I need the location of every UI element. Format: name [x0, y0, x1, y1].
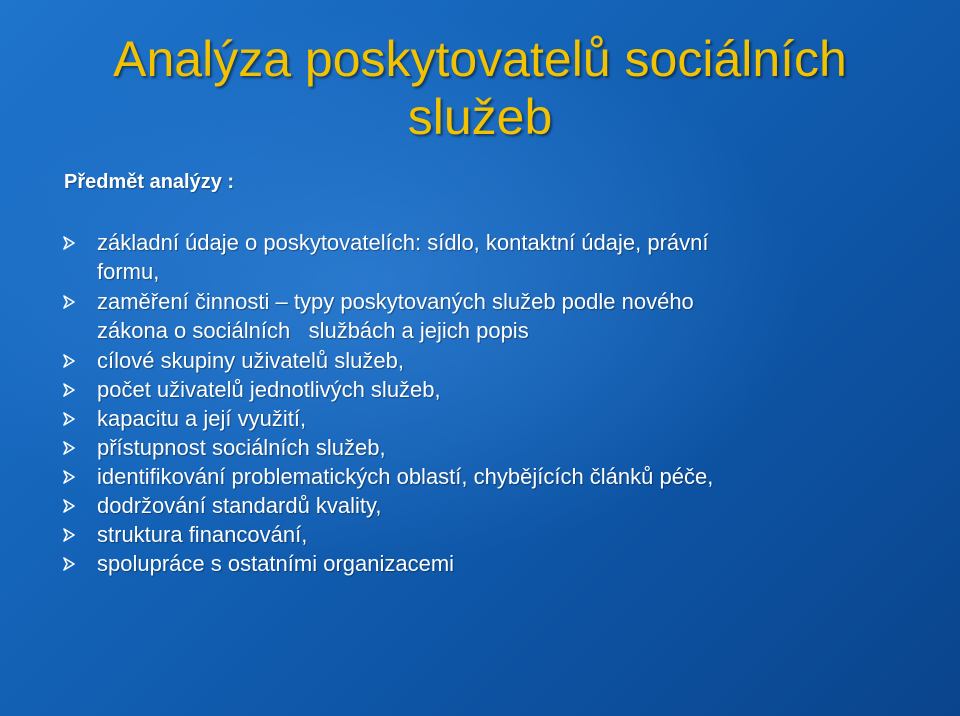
list-item: [62, 520, 922, 549]
arrow-bullet-icon: [62, 528, 76, 542]
arrow-bullet-icon: [62, 470, 76, 484]
arrow-bullet-icon: [62, 383, 76, 397]
bullet-list: [62, 228, 922, 578]
list-item-text: přístupnost sociálních služeb,: [97, 435, 386, 460]
slide-title-line-1: Analýza poskytovatelů sociálních: [113, 31, 847, 87]
list-item: [62, 346, 922, 375]
list-item-text: spolupráce s ostatními organizacemi: [97, 551, 455, 576]
list-item-line-1: zaměření činnosti – typy poskytovaných služeb podle nového: [97, 289, 694, 314]
list-item-text: struktura financování,: [97, 522, 308, 547]
list-item-text: identifikování problematických oblastí, chybějících článků péče,: [97, 464, 714, 489]
list-item-line-2: formu,: [97, 259, 160, 284]
arrow-bullet-icon: [62, 412, 76, 426]
arrow-bullet-icon: [62, 354, 76, 368]
arrow-bullet-icon: [62, 441, 76, 455]
list-item: [62, 228, 922, 286]
list-item: [62, 491, 922, 520]
arrow-bullet-icon: [62, 557, 76, 571]
list-item: [62, 404, 922, 433]
list-item: [62, 287, 922, 345]
list-item: [62, 375, 922, 404]
list-item-text: kapacitu a její využití,: [97, 406, 307, 431]
list-item: [62, 549, 922, 578]
arrow-bullet-icon: [62, 295, 76, 309]
list-item: [62, 462, 922, 491]
arrow-bullet-icon: [62, 236, 76, 250]
arrow-bullet-icon: [62, 499, 76, 513]
list-item-line-1: základní údaje o poskytovatelích: sídlo, kontaktní údaje, právní: [97, 230, 709, 255]
slide-title-line-2: služeb: [407, 89, 553, 145]
list-item: [62, 433, 922, 462]
slide-title: [0, 30, 960, 146]
list-item-text: dodržování standardů kvality,: [97, 493, 382, 518]
list-item-text: počet uživatelů jednotlivých služeb,: [97, 377, 441, 402]
subject-label: Předmět analýzy :: [64, 171, 235, 193]
list-item-line-2: zákona o sociálních službách a jejich popis: [97, 318, 529, 343]
list-item-text: cílové skupiny uživatelů služeb,: [97, 348, 404, 373]
